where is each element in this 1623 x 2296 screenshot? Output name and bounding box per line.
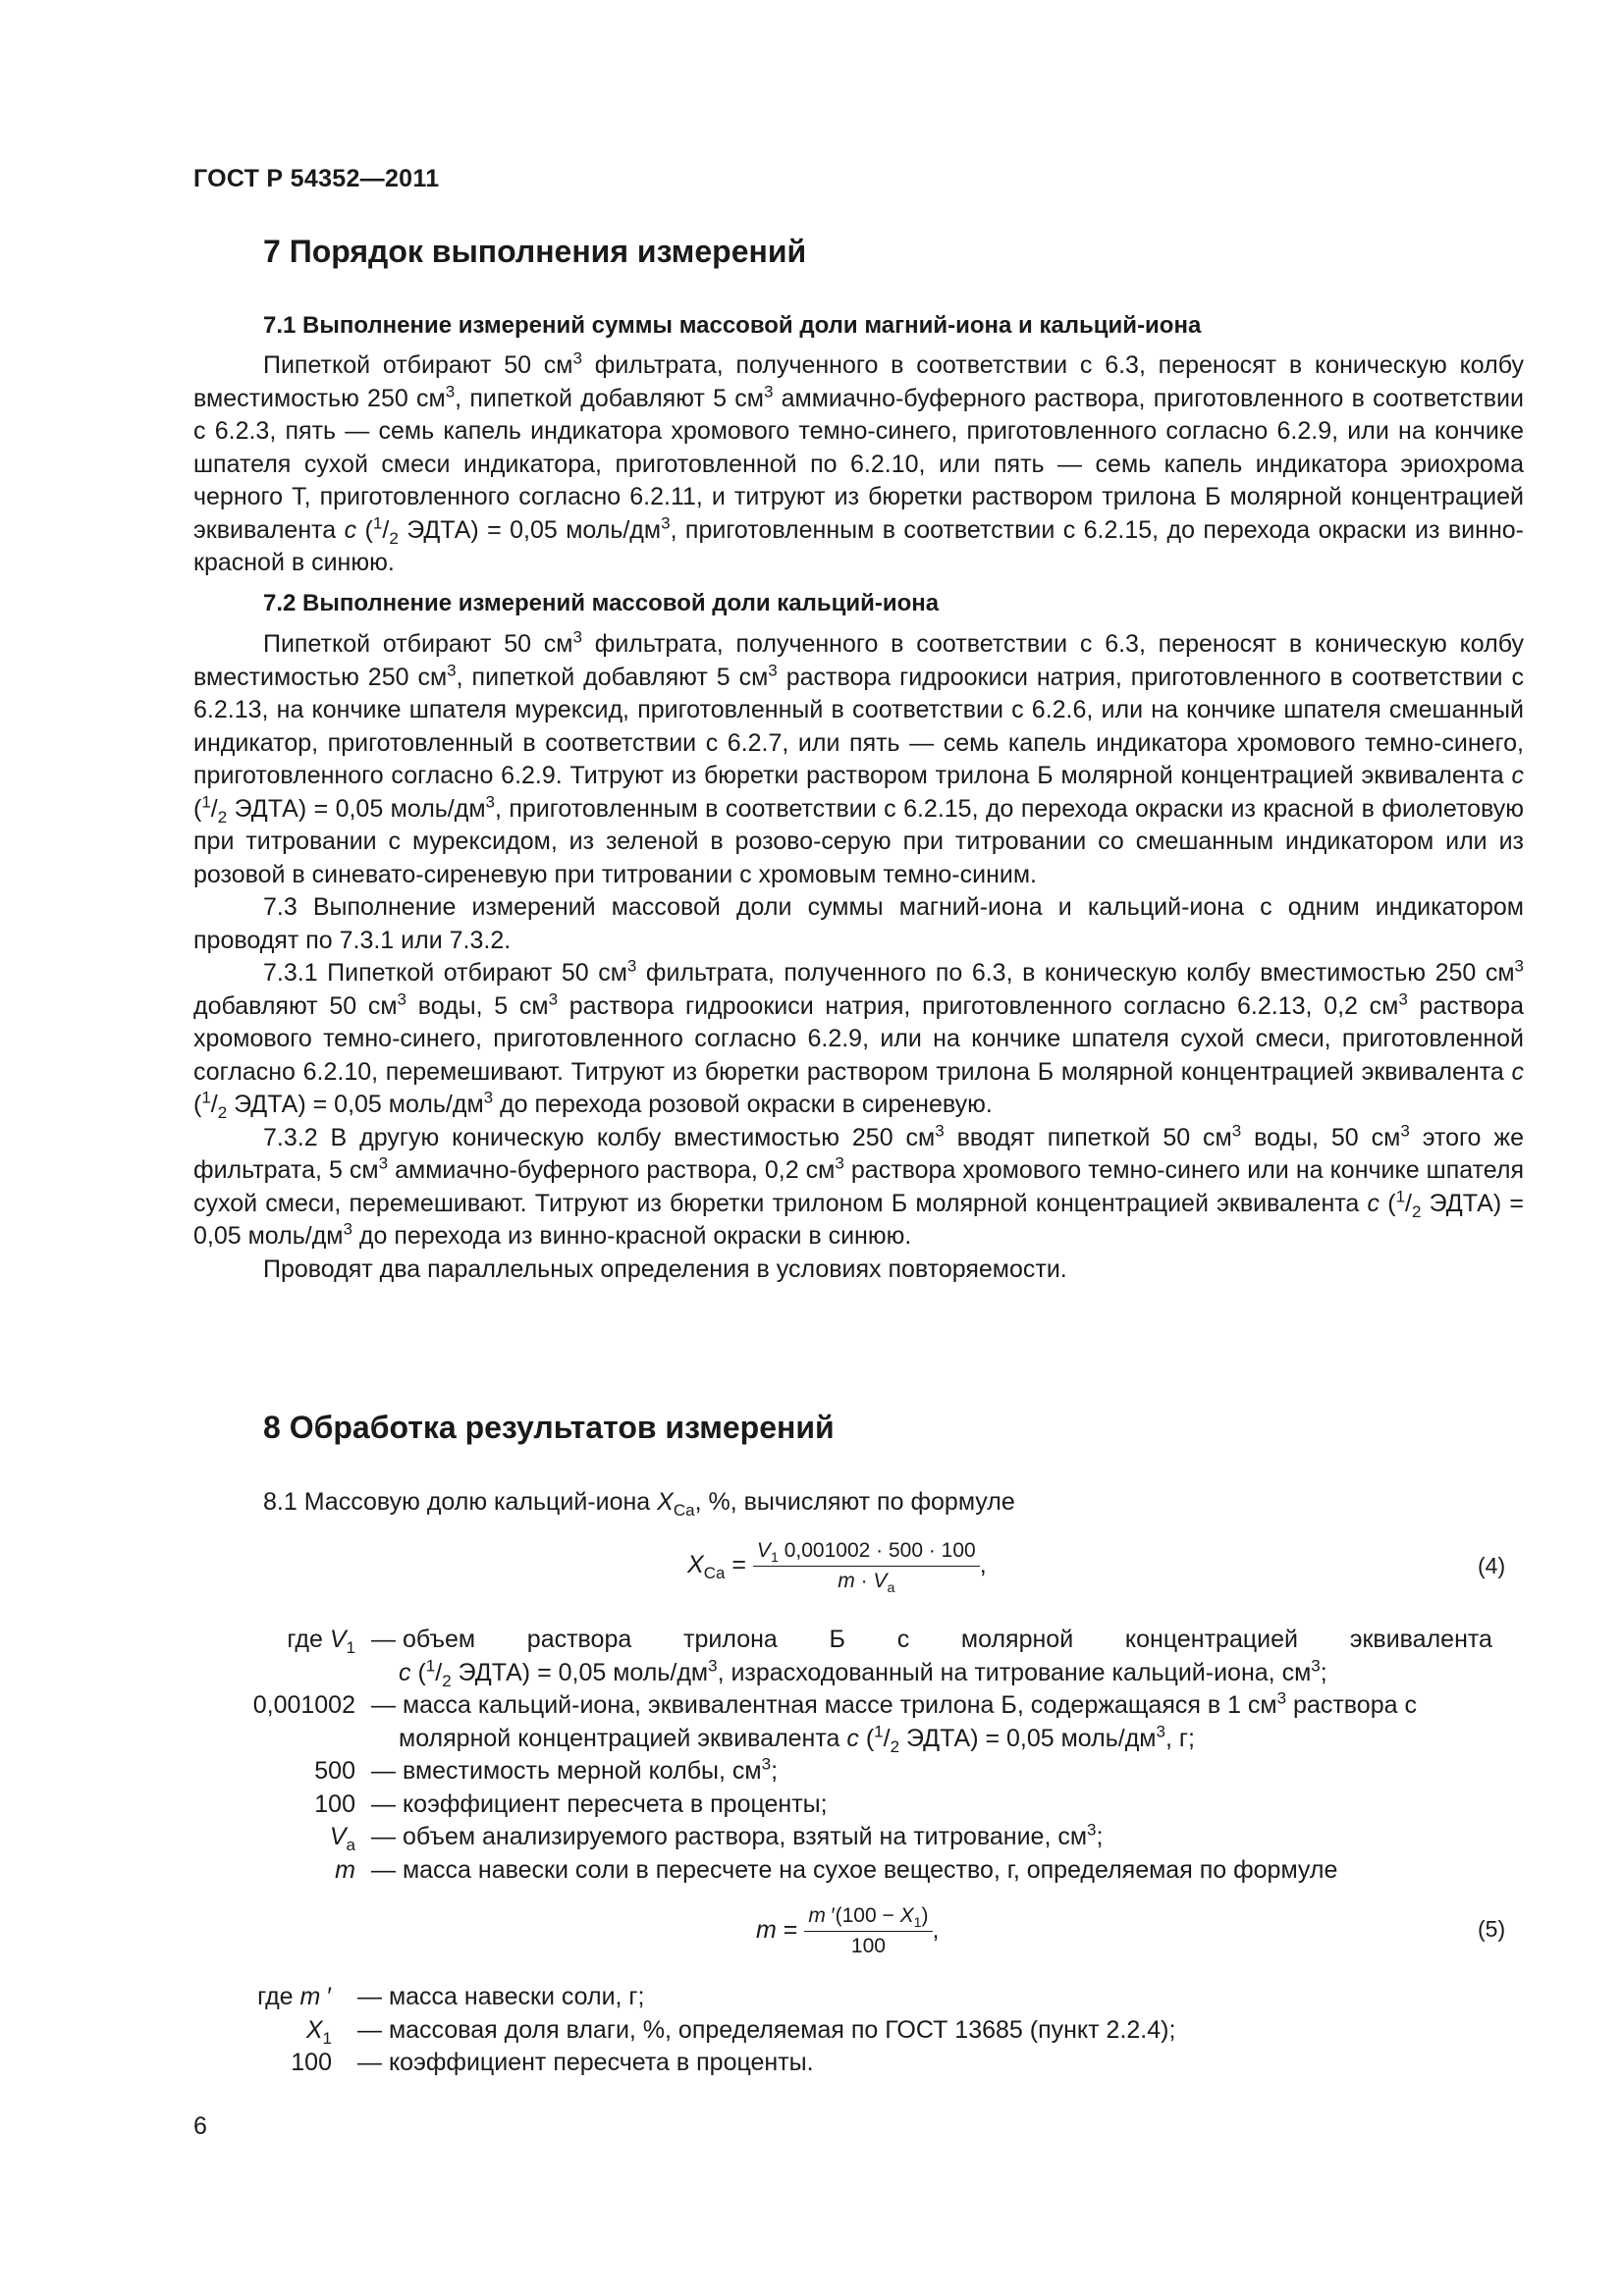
definition-va: $V_а$ — объем анализируемого раствора, взятый на титрование, $см^3$;: [329, 1820, 1104, 1854]
formula-4-fraction: [753, 1539, 980, 1596]
section-7-2-title: 7.2 Выполнение измерений массовой доли кальций-иона: [263, 590, 940, 616]
paragraph-parallel: Проводят два параллельных определения в условиях повторяемости.: [263, 1255, 1067, 1283]
section-8-title: 8 Обработка результатов измерений: [263, 1410, 835, 1445]
formula-5-numerator: m $'(100 - X_1)$: [804, 1904, 932, 1932]
definition-v1: где $V_1$ — объем раствора трилона Б с молярной концентрацией эквивалента c ($^1/_2$ ЭДТА) = 0,05 моль/$дм^3$, израсходованный на титрование кальций-иона, $см^3$;: [287, 1626, 1492, 1690]
paragraph-7-1: Пипеткой отбирают 50 $см^3$ фильтрата, полученного в соответствии с 6.3, переносят в коническую колбу вместимостью 250 $см^3$, пипеткой добавляют 5 $см^3$ аммиачно-буферного раствора, приготовленного в соответствии с 6.2.3, пять — семь капель индикатора хромового темно-синего, приготовленного согласно 6.2.9, или на кончике шпателя сухой смеси индикатора, приготовленной по 6.2.10, или пять — семь капель индикатора эриохрома черного Т, приготовленного согласно 6.2.11, и титруют из бюретки раствором трилона Б молярной концентрацией эквивалента c ($^1/_2$ ЭДТА) = 0,05 моль/$дм^3$, приготовленным в соответствии с 6.2.15, до перехода окраски из винно-красной в синюю.: [193, 348, 1524, 576]
paragraph-7-2: Пипеткой отбирают 50 $см^3$ фильтрата, полученного в соответствии с 6.3, переносят в коническую колбу вместимостью 250 $см^3$, пипеткой добавляют 5 $см^3$ раствора гидроокиси натрия, приготовленного в соответствии с 6.2.13, на кончике шпателя мурексид, приготовленный в соответствии с 6.2.6, или на кончике шпателя смешанный индикатор, приготовленный в соответствии с 6.2.7, или пять — семь капель индикатора хромового темно-синего, приготовленного согласно 6.2.9. Титруют из бюретки раствором трилона Б молярной концентрацией эквивалента c ($^1/_2$ ЭДТА) = 0,05 моль/$дм^3$, приготовленным в соответствии с 6.2.15, до перехода окраски из красной в фиолетовую при титровании с мурексидом, из зеленой в розово-серую при титровании со смешанным индикатором или из розовой в синевато-сиреневую при титровании с хромовым темно-синим.: [193, 627, 1524, 888]
formula-4-lhs: X: [687, 1551, 704, 1579]
definition-m: m — масса навески соли в пересчете на сухое вещество, г, определяемая по формуле: [335, 1855, 1338, 1884]
section-7-2-body: [193, 628, 1524, 1286]
formula-4: $X_{Ca}$ = $\frac{V_1 0,001002 \cdot 500 \cdot 100}{m \cdot V_a}$ ,: [687, 1539, 987, 1596]
paragraph-7-3-2: 7.3.2 В другую коническую колбу вместимостью 250 $см^3$ вводят пипеткой 50 $см^3$ воды, 50 $см^3$ этого же фильтрата, 5 $см^3$ аммиачно-буферного раствора, 0,2 $см^3$ раствора хромового темно-синего или на кончике шпателя сухой смеси, перемешивают. Титруют из бюретки трилоном Б молярной концентрацией эквивалента c ($^1/_2$ ЭДТА) = 0,05 моль/$дм^3$ до перехода из винно-красной окраски в синюю.: [193, 1121, 1524, 1250]
section-7-1-title: 7.1 Выполнение измерений суммы массовой доли магний-иона и кальций-иона: [263, 312, 1202, 339]
definition-0-001002: 0,001002 — масса кальций-иона, эквивалентная массе трилона Б, содержащаяся в 1 $см^3$ раствора с молярной концентрацией эквивалента c ($^1/_2$ ЭДТА) = 0,05 моль/$дм^3$, г;: [252, 1688, 1417, 1756]
definition-100-a: 100 — коэффициент пересчета в проценты;: [314, 1789, 828, 1818]
formula-5-fraction: [804, 1904, 932, 1958]
formula-5-number: (5): [1478, 1916, 1506, 1942]
page-number: 6: [193, 2112, 207, 2140]
document-header: ГОСТ Р 54352—2011: [193, 165, 440, 192]
definition-m-prime: где m ′ — масса навески соли, г;: [257, 1983, 645, 2010]
paragraph-7-3: 7.3 Выполнение измерений массовой доли суммы магний-иона и кальций-иона с одним индикатором проводят по 7.3.1 или 7.3.2.: [193, 893, 1524, 954]
definition-500: 500 — вместимость мерной колбы, $см^3$;: [314, 1754, 779, 1785]
section-7-title: 7 Порядок выполнения измерений: [263, 234, 807, 269]
section-7-1-body: [193, 349, 1524, 580]
formula-4-numerator: $V_1$ 0,001002 · 500 · 100: [753, 1539, 980, 1567]
formula-4-denominator: $m \cdot V_a$: [838, 1570, 895, 1596]
paragraph-8-1: 8.1 Массовую долю кальций-иона $X_{Ca}$, %, вычисляют по формуле: [263, 1488, 1015, 1520]
definitions-formula-4: [147, 1624, 1527, 1887]
definitions-formula-5: [147, 1981, 1527, 2080]
formula-4-number: (4): [1478, 1553, 1506, 1578]
definition-100-b: 100 — коэффициент пересчета в проценты.: [291, 2049, 814, 2076]
formula-5-denominator: 100: [850, 1935, 886, 1957]
definition-x1: $X_1$ — массовая доля влаги, %, определяемая по ГОСТ 13685 (пункт 2.2.4);: [305, 2015, 1176, 2048]
formula-5-lhs: m: [756, 1916, 777, 1945]
section-8-1-body: [193, 1486, 1524, 1520]
formula-5: m = $\frac{m '(100 - X_1)}{100}$ ,: [756, 1904, 940, 1957]
paragraph-7-3-1: 7.3.1 Пипеткой отбирают 50 $см^3$ фильтрата, полученного по 6.3, в коническую колбу вместимостью 250 $см^3$ добавляют 50 $см^3$ воды, 5 $см^3$ раствора гидроокиси натрия, приготовленного согласно 6.2.13, 0,2 $см^3$ раствора хромового темно-синего, приготовленного согласно 6.2.9, или на кончике шпателя сухой смеси, приготовленной согласно 6.2.10, перемешивают. Титруют из бюретки раствором трилона Б молярной концентрацией эквивалента c ($^1/_2$ ЭДТА) = 0,05 моль/$дм^3$ до перехода розовой окраски в сиреневую.: [193, 956, 1525, 1122]
